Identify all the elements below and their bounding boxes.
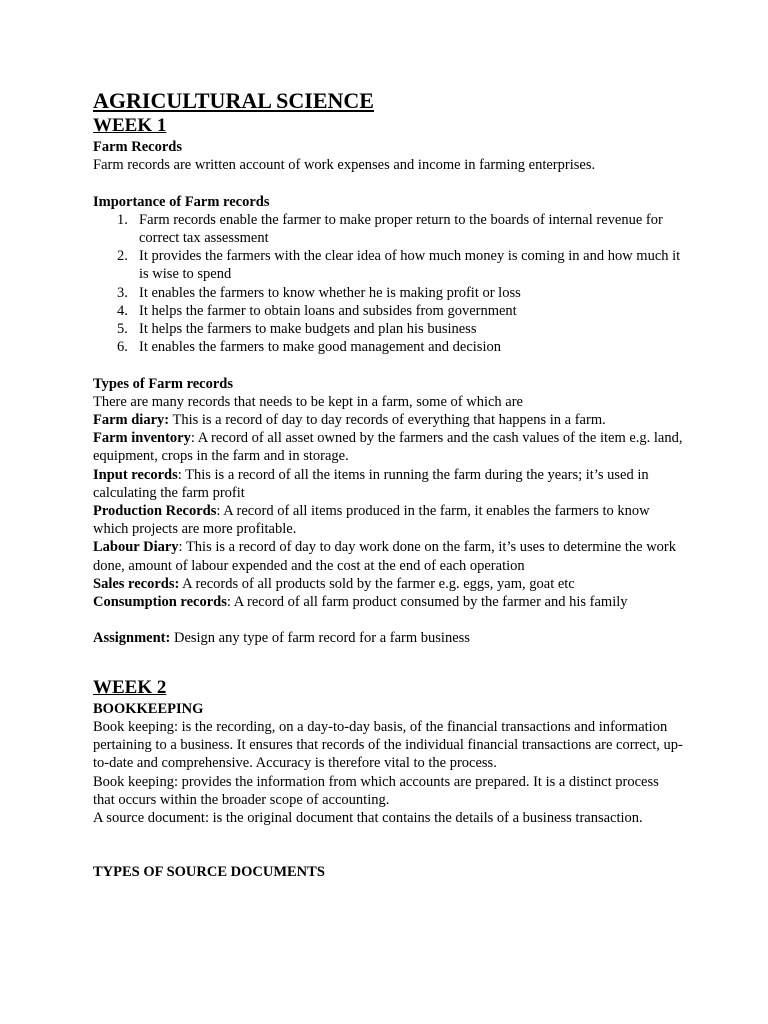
importance-list: [93, 211, 683, 357]
record-type-term: Sales records:: [93, 575, 180, 592]
record-type-sales-records: [93, 575, 683, 593]
farm-records-heading: Farm Records: [93, 139, 182, 155]
list-item-number: 2.: [117, 248, 128, 265]
farm-records-definition: Farm records are written account of work expenses and income in farming enterprises.: [93, 157, 596, 174]
list-item-text: It provides the farmers with the clear idea of how much money is coming in and how much it is wise to spend: [139, 248, 681, 283]
week2-heading: WEEK 2: [93, 676, 167, 698]
list-item-text: It enables the farmers to make good management and decision: [139, 339, 501, 356]
list-item: [93, 320, 683, 338]
list-item-text: It helps the farmers to make budgets and plan his business: [139, 321, 477, 338]
record-type-term: Input records: [93, 466, 178, 483]
record-type-term: Consumption records: [93, 594, 227, 611]
list-item: [93, 211, 683, 247]
list-item-number: 3.: [117, 284, 128, 301]
record-type-desc: : A record of all items produced in the farm, it enables the farmers to know which projects are more profitable.: [93, 503, 650, 538]
bookkeeping-paragraph-2: Book keeping: provides the information from which accounts are prepared. It is a distinct process that occurs within the broader scope of accounting.: [93, 773, 659, 808]
record-type-desc: A records of all products sold by the farmer e.g. eggs, yam, goat etc: [179, 575, 575, 592]
list-item-number: 6.: [117, 339, 128, 356]
list-item-text: It enables the farmers to know whether he is making profit or loss: [139, 284, 521, 301]
record-type-farm-diary: [93, 411, 683, 429]
list-item: [93, 338, 683, 356]
record-type-desc: : This is a record of all the items in running the farm during the years; it’s used in calculating the farm profit: [93, 466, 649, 501]
record-type-term: Labour Diary: [93, 539, 179, 556]
list-item: [93, 284, 683, 302]
document-page: [93, 88, 683, 881]
record-type-term: Production Records: [93, 503, 217, 520]
record-type-farm-inventory: [93, 429, 683, 465]
list-item: [93, 302, 683, 320]
types-intro: There are many records that needs to be kept in a farm, some of which are: [93, 393, 523, 410]
record-type-labour-diary: [93, 538, 683, 574]
assignment: [93, 629, 683, 647]
record-type-consumption-records: [93, 593, 683, 611]
assignment-label: Assignment:: [93, 630, 171, 647]
record-type-term: Farm diary:: [93, 412, 170, 429]
list-item: [93, 247, 683, 283]
list-item-text: Farm records enable the farmer to make proper return to the boards of internal revenue for correct tax assessment: [139, 211, 663, 246]
list-item-text: It helps the farmer to obtain loans and subsides from government: [139, 302, 517, 319]
list-item-number: 5.: [117, 321, 128, 338]
assignment-text: Design any type of farm record for a farm business: [170, 630, 470, 647]
list-item-number: 1.: [117, 211, 128, 228]
record-type-desc: : A record of all asset owned by the farmers and the cash values of the item e.g. land, equipment, crops in the farm and in storage.: [93, 430, 683, 465]
types-heading: Types of Farm records: [93, 375, 234, 392]
importance-heading: Importance of Farm records: [93, 193, 270, 210]
week1-heading: WEEK 1: [93, 115, 167, 136]
source-documents-heading: TYPES OF SOURCE DOCUMENTS: [93, 864, 325, 881]
list-item-number: 4.: [117, 302, 128, 319]
record-type-term: Farm inventory: [93, 430, 191, 447]
source-document-paragraph: A source document: is the original document that contains the details of a business transaction.: [93, 810, 643, 827]
record-type-desc: : This is a record of day to day work done on the farm, it’s uses to determine the work done, amount of labour expended and the cost at the end of each operation: [93, 539, 676, 574]
document-title: AGRICULTURAL SCIENCE: [93, 88, 374, 113]
record-type-production-records: [93, 502, 683, 538]
bookkeeping-heading: BOOKKEEPING: [93, 700, 204, 717]
record-type-desc: This is a record of day to day records of everything that happens in a farm.: [169, 412, 606, 429]
bookkeeping-paragraph-1: Book keeping: is the recording, on a day-to-day basis, of the financial transactions and information pertaining to a business. It ensures that records of the individual financial transactions are correct, up-to-date and comprehensive. Accuracy is therefore vital to the process.: [93, 719, 683, 772]
record-type-desc: : A record of all farm product consumed by the farmer and his family: [226, 594, 628, 611]
record-type-input-records: [93, 466, 683, 502]
